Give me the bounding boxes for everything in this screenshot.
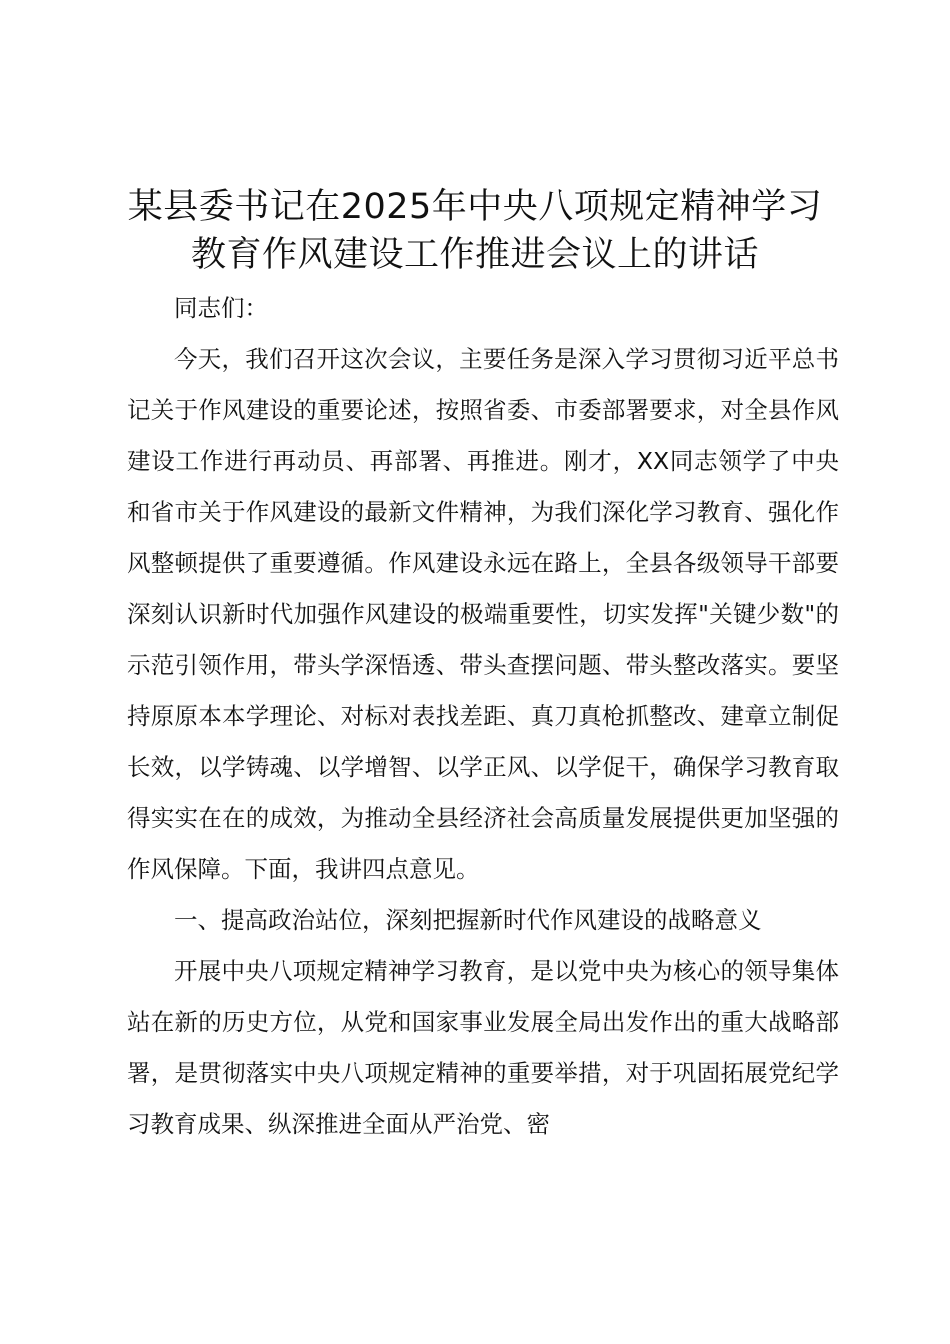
document-body <box>127 283 839 1150</box>
title-line-2: 教育作风建设工作推进会议上的讲话 <box>190 235 759 276</box>
section-paragraph: 开展中央八项规定精神学习教育，是以党中央为核心的领导集体站在新的历史方位，从党和国家事业发展全局出发作出的重大战略部署，是贯彻落实中央八项规定精神的重要举措，对于巩固拓展党纪学习教育成果、纵深推进全面从严治党、密 <box>127 957 839 1138</box>
title-line-1: 某县委书记在2025年中央八项规定精神学习 <box>127 187 823 228</box>
opening-paragraph: 今天，我们召开这次会议，主要任务是深入学习贯彻习近平总书记关于作风建设的重要论述，按照省委、市委部署要求，对全县作风建设工作进行再动员、再部署、再推进。刚才，XX同志领学了中央和省市关于作风建设的最新文件精神，为我们深化学习教育、强化作风整顿提供了重要遵循。作风建设永远在路上，全县各级领导干部要深刻认识新时代加强作风建设的极端重要性，切实发挥"关键少数"的示范引领作用，带头学深悟透、带头查摆问题、带头整改落实。要坚持原原本本学理论、对标对表找差距、真刀真枪抓整改、建章立制促长效，以学铸魂、以学增智、以学正风、以学促干，确保学习教育取得实实在在的成效，为推动全县经济社会高质量发展提供更加坚强的作风保障。下面，我讲四点意见。 <box>127 345 839 883</box>
salutation: 同志们： <box>174 294 268 322</box>
section-heading: 一、提高政治站位，深刻把握新时代作风建设的战略意义 <box>174 906 762 934</box>
document-title <box>110 183 840 279</box>
